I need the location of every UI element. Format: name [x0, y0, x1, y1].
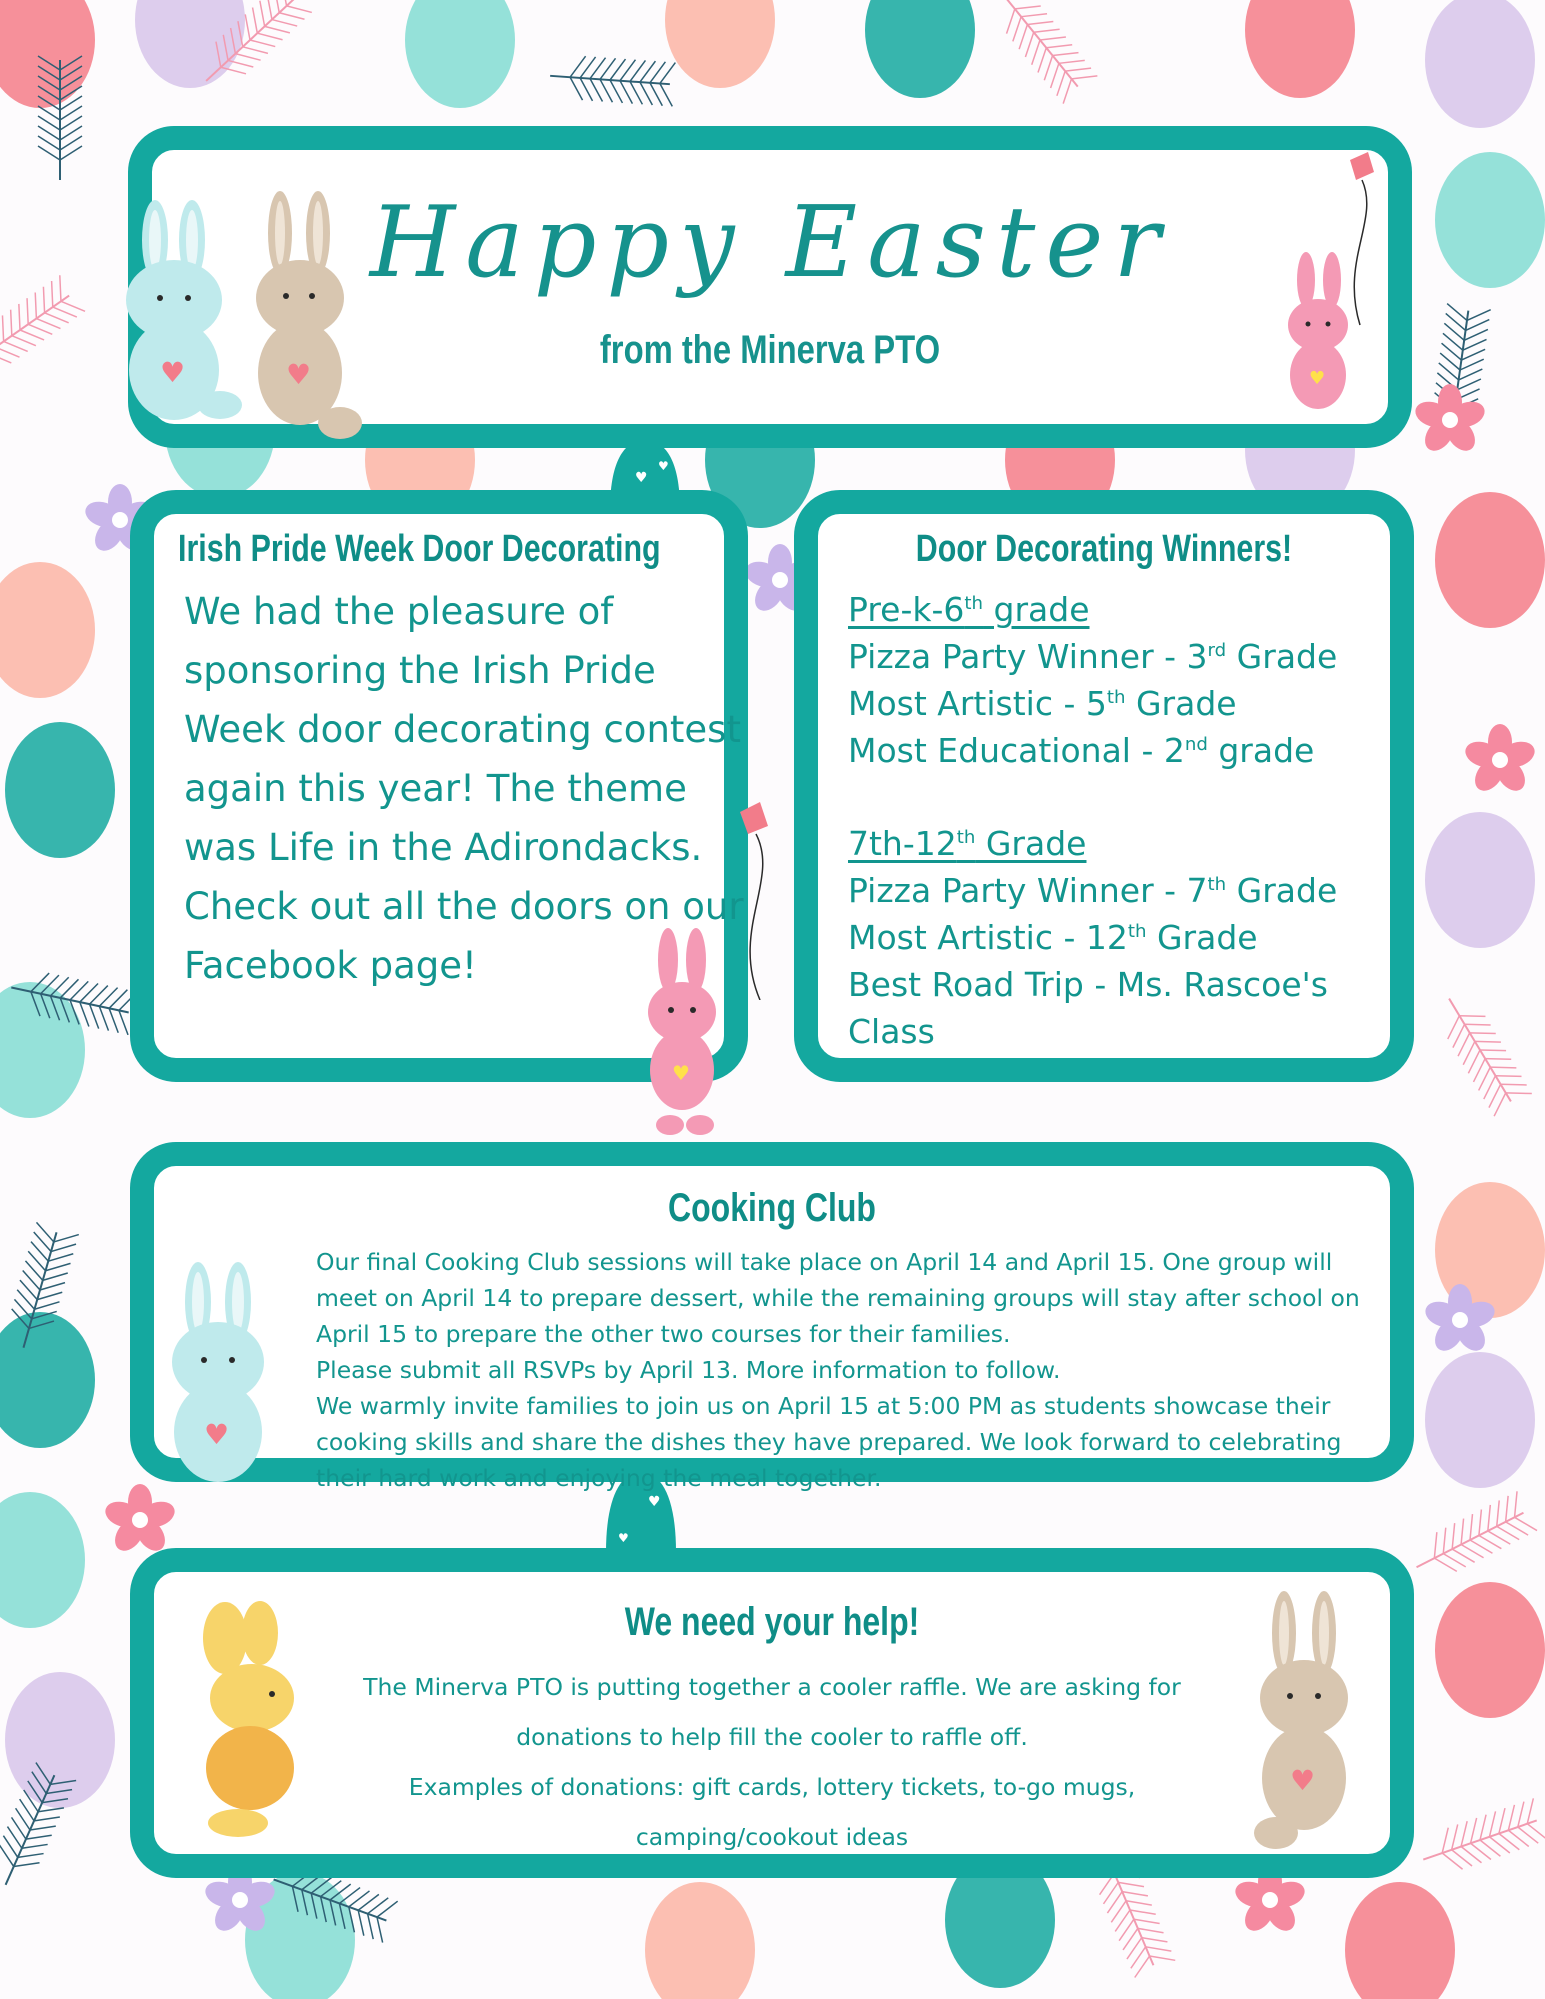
help-heading: We need your help!	[624, 1600, 920, 1644]
flower-icon	[102, 1484, 178, 1556]
bunny-yellow-icon	[180, 1598, 330, 1848]
easter-egg-icon	[1345, 1882, 1455, 1999]
svg-text:♥: ♥	[1290, 1764, 1316, 1797]
feather-icon	[1430, 987, 1532, 1116]
easter-egg-icon	[135, 0, 245, 88]
help-line: Examples of donations: gift cards, lottery tickets, to-go mugs, camping/cookout ideas	[408, 1773, 1136, 1851]
feather-icon	[1416, 1798, 1545, 1880]
flower-icon	[1462, 724, 1538, 796]
easter-egg-icon	[1435, 1582, 1545, 1718]
bunny-blue-icon	[150, 1262, 290, 1492]
svg-text:♥: ♥	[658, 459, 669, 473]
kite-icon	[1330, 150, 1390, 330]
easter-egg-icon	[0, 562, 95, 698]
winners-group-title: 7th-12th Grade	[848, 824, 1087, 863]
easter-egg-icon	[0, 1312, 95, 1448]
easter-egg-icon	[665, 0, 775, 88]
feather-icon	[0, 1763, 76, 1894]
cooking-club-line: Please submit all RSVPs by April 13. More information to follow.	[316, 1356, 1061, 1384]
feather-icon	[985, 0, 1097, 104]
page-title: Happy Easter	[369, 186, 1171, 300]
easter-egg-icon	[645, 1882, 755, 1999]
easter-egg-icon	[1435, 492, 1545, 628]
door-decorating-heading: Irish Pride Week Door Decorating	[178, 528, 661, 570]
feather-icon	[549, 54, 676, 107]
feather-icon	[1407, 1491, 1537, 1586]
cooking-club-line: Our final Cooking Club sessions will take place on April 14 and April 15. One group will meet on April 14 to prepare dessert, while the remaining groups will stay after school on April 15 to prepare the other two courses for their families.	[316, 1248, 1360, 1348]
svg-text:♥: ♥	[672, 1061, 690, 1085]
easter-egg-icon	[5, 1672, 115, 1808]
svg-text:♥: ♥	[1309, 368, 1326, 389]
cooking-club-line: We warmly invite families to join us on April 15 at 5:00 PM as students showcase their cooking skills and share the dishes they have prepared. We look forward to celebrating their hard work and enjoying the meal together.	[316, 1392, 1342, 1492]
easter-egg-icon	[865, 0, 975, 98]
svg-text:♥: ♥	[160, 356, 186, 389]
kite-icon	[720, 800, 800, 1000]
svg-text:♥: ♥	[204, 1418, 230, 1451]
winners-group-title: Pre-k-6th grade	[848, 590, 1090, 629]
bunny-tan-icon	[240, 188, 370, 448]
winners-panel	[794, 490, 1414, 1082]
easter-egg-icon	[1425, 0, 1535, 128]
easter-egg-icon	[1245, 0, 1355, 98]
bunny-tan-icon	[1236, 1588, 1376, 1858]
winners-list	[848, 586, 1408, 1055]
winner-item: Most Educational - 2nd grade	[848, 731, 1315, 770]
svg-text:♥: ♥	[648, 1494, 661, 1510]
winner-item: Pizza Party Winner - 7th Grade	[848, 871, 1338, 910]
cooking-club-heading: Cooking Club	[668, 1186, 876, 1230]
easter-egg-icon	[5, 722, 115, 858]
feather-icon	[0, 275, 85, 382]
cooking-club-text	[316, 1244, 1396, 1496]
flower-icon	[1412, 384, 1488, 456]
easter-egg-icon	[1425, 812, 1535, 948]
help-text	[304, 1662, 1240, 1862]
easter-egg-icon	[0, 1492, 85, 1628]
help-line: The Minerva PTO is putting together a cooler raffle. We are asking for donations to help fill the cooler to raffle off.	[363, 1673, 1181, 1751]
svg-text:♥: ♥	[286, 358, 312, 391]
easter-egg-icon	[0, 982, 85, 1118]
bunny-blue-icon	[100, 200, 250, 430]
winner-item: Most Artistic - 5th Grade	[848, 684, 1237, 723]
easter-egg-icon	[1425, 1352, 1535, 1488]
svg-text:♥: ♥	[635, 470, 648, 486]
winner-item: Most Artistic - 12th Grade	[848, 918, 1258, 957]
page-subtitle: from the Minerva PTO	[599, 328, 941, 372]
easter-egg-icon	[1435, 152, 1545, 288]
winner-item: Best Road Trip - Ms. Rascoe's Class	[848, 965, 1328, 1051]
cooking-club-panel	[130, 1142, 1414, 1492]
winners-heading: Door Decorating Winners!	[915, 528, 1293, 570]
easter-egg-icon	[405, 0, 515, 108]
door-decorating-text: We had the pleasure of sponsoring the Irish Pride Week door decorating contest again this year! The theme was Life in the Adirondacks. Check out all the doors on our Facebook page!	[184, 590, 744, 987]
svg-text:♥: ♥	[618, 1531, 629, 1545]
winner-item: Pizza Party Winner - 3rd Grade	[848, 637, 1338, 676]
